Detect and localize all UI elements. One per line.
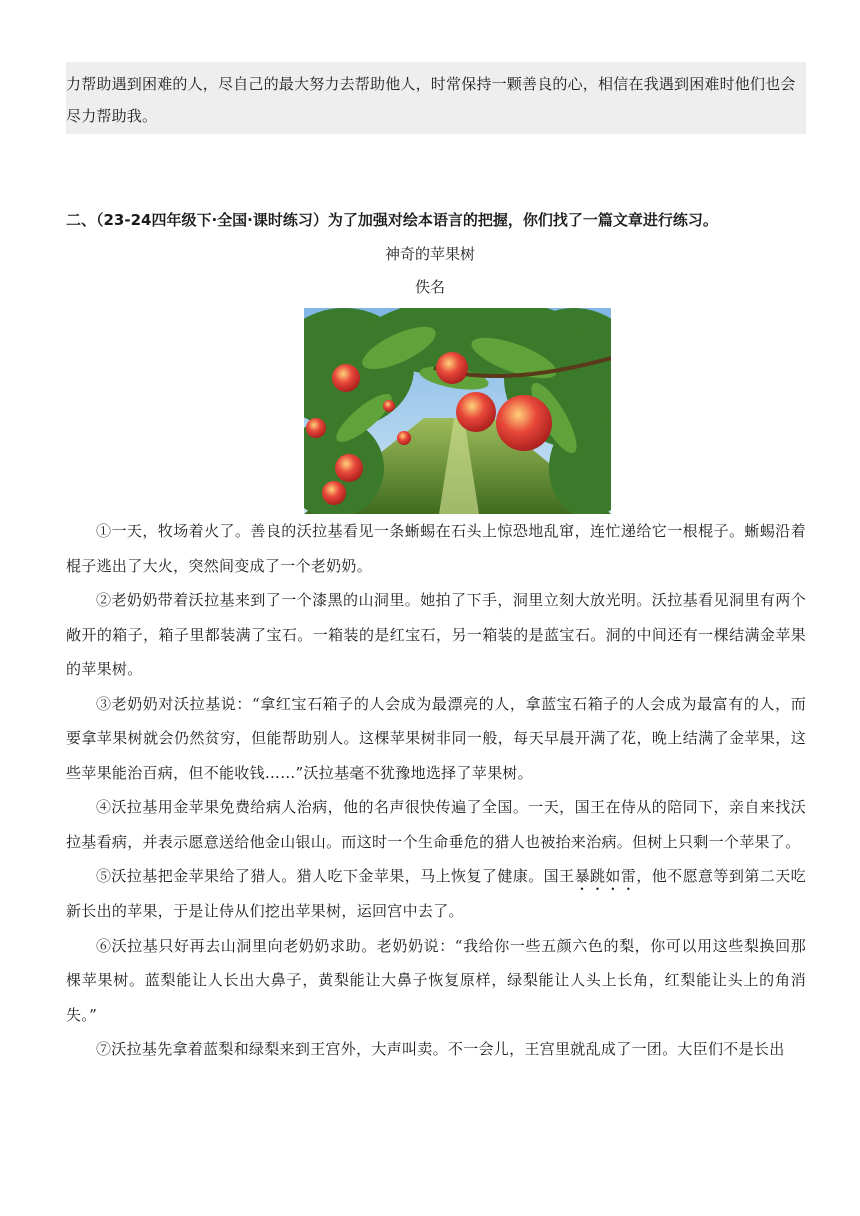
apple-tree-photo xyxy=(304,308,611,514)
article-author: 佚名 xyxy=(414,278,445,296)
article-title: 神奇的苹果树 xyxy=(384,245,475,263)
emphasized-phrase: 暴跳如雷 xyxy=(574,867,637,885)
paragraph-7: ⑦沃拉基先拿着蓝梨和绿梨来到王宫外，大声叫卖。不一会儿，王宫里就乱成了一团。大臣们不是长出 xyxy=(96,1040,785,1058)
paragraph-5-before: ⑤沃拉基把金苹果给了猎人。猎人吃下金苹果，马上恢复了健康。国王 xyxy=(96,867,575,885)
paragraph-5-after: ，他不愿意等到第二天吃新长出的苹果，于是让侍从们挖出苹果树，运回宫中去了。 xyxy=(66,867,806,920)
previous-answer-text: 力帮助遇到困难的人，尽自己的最大努力去帮助他人，时常保持一颗善良的心，相信在我遇到困难时他们也会尽力帮助我。 xyxy=(66,75,796,125)
paragraph-3: ③老奶奶对沃拉基说：“拿红宝石箱子的人会成为最漂亮的人，拿蓝宝石箱子的人会成为最富有的人，而要拿苹果树就会仍然贫穷，但能帮助别人。这棵苹果树非同一般，每天早晨开满了花，晚上结满了金苹果，这些苹果能治百病，但不能收钱……”沃拉基毫不犹豫地选择了苹果树。 xyxy=(66,694,806,782)
paragraph-4: ④沃拉基用金苹果免费给病人治病，他的名声很快传遍了全国。一天，国王在侍从的陪同下，亲自来找沃拉基看病，并表示愿意送给他金山银山。而这时一个生命垂危的猎人也被抬来治病。但树上只剩一个苹果了。 xyxy=(66,798,806,851)
paragraph-2: ②老奶奶带着沃拉基来到了一个漆黑的山洞里。她拍了下手，洞里立刻大放光明。沃拉基看见洞里有两个敞开的箱子，箱子里都装满了宝石。一箱装的是红宝石，另一箱装的是蓝宝石。洞的中间还有一棵结满金苹果的苹果树。 xyxy=(66,591,806,678)
paragraph-5 xyxy=(66,859,806,929)
paragraph-1: ①一天，牧场着火了。善良的沃拉基看见一条蜥蜴在石头上惊恐地乱窜，连忙递给它一根棍子。蜥蜴沿着棍子逃出了大火，突然间变成了一个老奶奶。 xyxy=(66,522,806,575)
article-body xyxy=(66,514,806,1067)
question-heading: 二、（23-24四年级下·全国·课时练习）为了加强对绘本语言的把握，你们找了一篇文章进行练习。 xyxy=(66,211,718,229)
paragraph-6: ⑥沃拉基只好再去山洞里向老奶奶求助。老奶奶说：“我给你一些五颜六色的梨，你可以用这些梨换回那棵苹果树。蓝梨能让人长出大鼻子，黄梨能让大鼻子恢复原样，绿梨能让人头上长角，红梨能让头上的角消失。” xyxy=(66,936,806,1024)
